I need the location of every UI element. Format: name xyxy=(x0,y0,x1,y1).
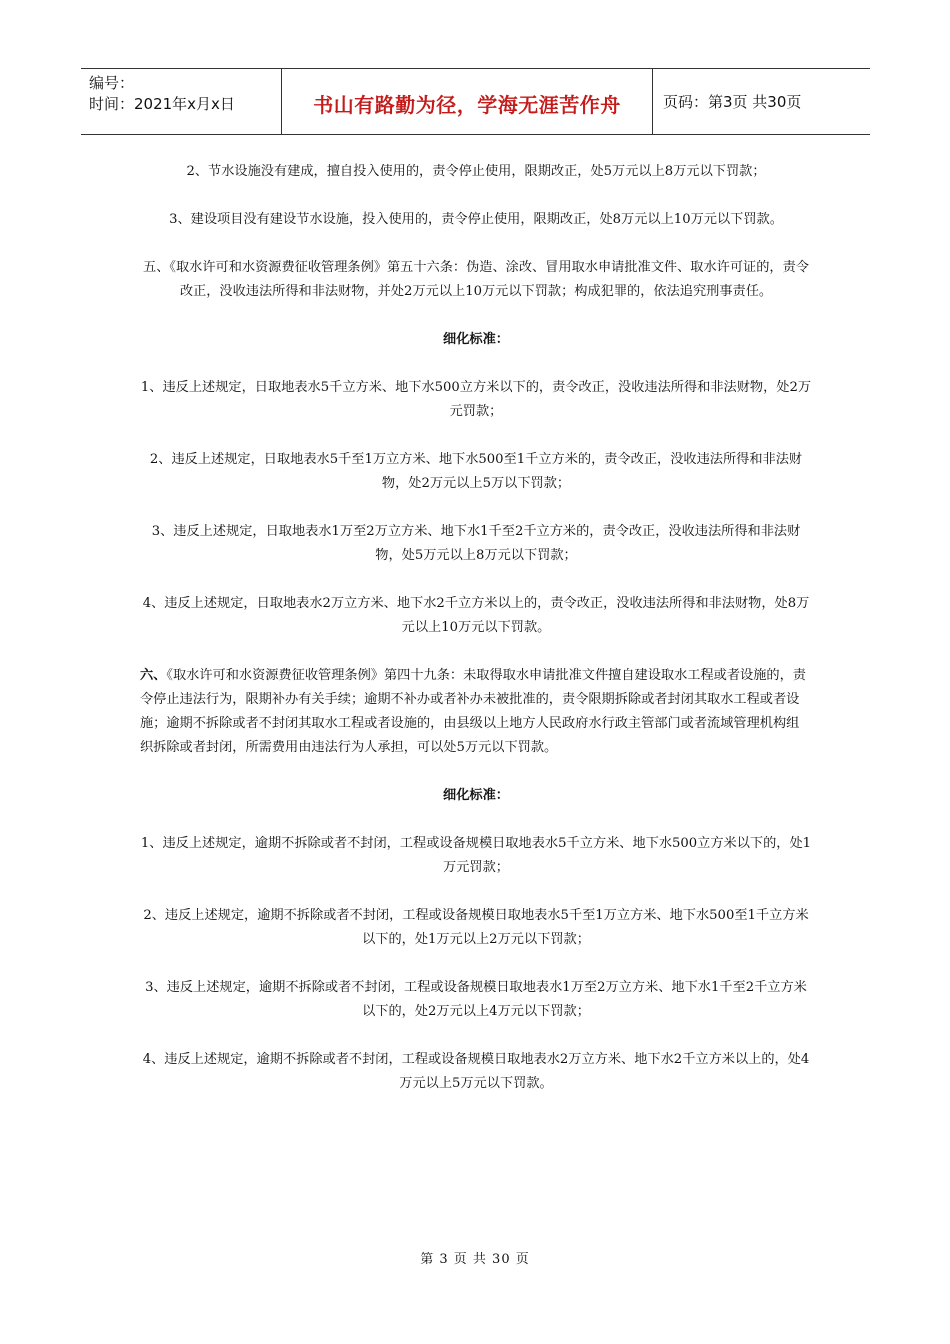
paragraph: 4、违反上述规定，逾期不拆除或者不封闭，工程或设备规模日取地表水2万立方米、地下水2千立方米以上的，处4万元以上5万元以下罚款。 xyxy=(142,1052,810,1091)
paragraph-text: 《取水许可和水资源费征收管理条例》第四十九条：未取得取水申请批准文件擅自建设取水工程或者设施的，责令停止违法行为，限期补办有关手续；逾期不补办或者补办未被批准的，责令限期拆除或者封闭其取水工程或者设施；逾期不拆除或者不封闭其取水工程或者设施的，由县级以上地方人民政府水行政主管部门或者流域管理机构组织拆除或者封闭，所需费用由违法行为人承担，可以处5万元以下罚款。 xyxy=(140,668,806,755)
page-info: 页码：第3页 共30页 xyxy=(663,93,802,111)
page-header xyxy=(81,68,870,135)
number-label: 编号： xyxy=(89,74,135,92)
header-page-info-cell xyxy=(653,69,870,134)
paragraph xyxy=(140,664,812,760)
paragraph: 3、建设项目没有建设节水设施，投入使用的，责令停止使用，限期改正，处8万元以上10万元以下罚款。 xyxy=(169,212,783,227)
header-motto-cell xyxy=(281,69,653,134)
page-footer: 第 3 页 共 30 页 xyxy=(420,1252,530,1267)
paragraph: 2、节水设施没有建成，擅自投入使用的，责令停止使用，限期改正，处5万元以上8万元以下罚款； xyxy=(186,164,766,179)
paragraph: 2、违反上述规定，逾期不拆除或者不封闭，工程或设备规模日取地表水5千至1万立方米、地下水500至1千立方米以下的，处1万元以上2万元以下罚款； xyxy=(143,908,809,947)
header-meta xyxy=(81,69,281,134)
paragraph: 2、违反上述规定，日取地表水5千至1万立方米、地下水500至1千立方米的，责令改正，没收违法所得和非法财物，处2万元以上5万以下罚款； xyxy=(149,452,803,491)
paragraph: 1、违反上述规定，日取地表水5千立方米、地下水500立方米以下的，责令改正，没收违法所得和非法财物，处2万元罚款； xyxy=(140,380,812,419)
paragraph: 3、违反上述规定，日取地表水1万至2万立方米、地下水1千至2千立方米的，责令改正，没收违法所得和非法财物，处5万元以上8万元以下罚款； xyxy=(151,524,801,563)
section-heading: 细化标准： xyxy=(443,788,509,803)
paragraph: 3、违反上述规定，逾期不拆除或者不封闭，工程或设备规模日取地表水1万至2万立方米、地下水1千至2千立方米以下的，处2万元以上4万元以下罚款； xyxy=(145,980,807,1019)
motto: 书山有路勤为径，学海无涯苦作舟 xyxy=(313,93,621,117)
document-body xyxy=(140,160,812,1120)
paragraph: 4、违反上述规定，日取地表水2万立方米、地下水2千立方米以上的，责令改正，没收违法所得和非法财物，处8万元以上10万元以下罚款。 xyxy=(142,596,810,635)
section-heading: 细化标准： xyxy=(443,332,509,347)
paragraph: 1、违反上述规定，逾期不拆除或者不封闭，工程或设备规模日取地表水5千立方米、地下水500立方米以下的，处1万元罚款； xyxy=(140,836,812,875)
time-label: 时间：2021年x月x日 xyxy=(89,95,235,113)
paragraph-prefix: 六、 xyxy=(140,668,167,683)
paragraph: 五、《取水许可和水资源费征收管理条例》第五十六条：伪造、涂改、冒用取水申请批准文件、取水许可证的，责令改正，没收违法所得和非法财物，并处2万元以上10万元以下罚款；构成犯罪的，依法追究刑事责任。 xyxy=(143,260,809,299)
